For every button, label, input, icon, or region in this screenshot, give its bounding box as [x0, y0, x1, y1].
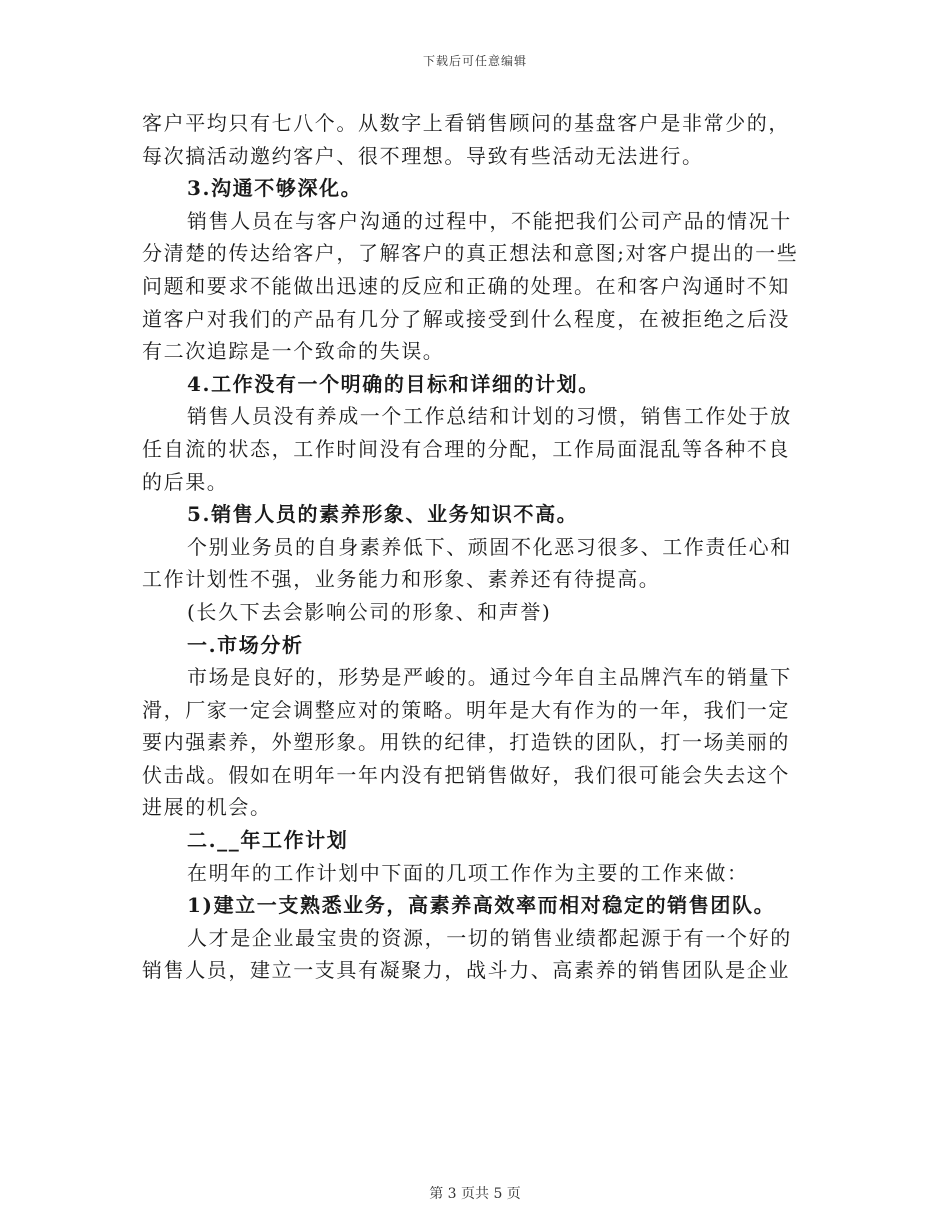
paragraph-line: 客户平均只有七八个。从数字上看销售顾问的基盘客户是非常少的，: [142, 111, 790, 135]
paragraph-line: 在明年的工作计划中下面的几项工作作为主要的工作来做：: [187, 860, 749, 885]
paragraph-line: 的后果。: [142, 469, 229, 494]
page-header: 下载后可任意编辑: [422, 54, 527, 68]
paragraph-line: 分清楚的传达给客户，了解客户的真正想法和意图;对客户提出的一些: [142, 241, 799, 266]
paragraph-line: 个别业务员的自身素养低下、顽固不化恶习很多、工作责任心和: [187, 534, 792, 559]
paragraph-line: 人才是企业最宝贵的资源，一切的销售业绩都起源于有一个好的: [187, 925, 792, 950]
paragraph-line: 任自流的状态，工作时间没有合理的分配，工作局面混乱等各种不良: [142, 436, 790, 461]
paragraph-line: (长久下去会影响公司的形象、和声誉): [187, 599, 552, 624]
paragraph-line: 每次搞活动邀约客户、很不理想。导致有些活动无法进行。: [142, 143, 704, 168]
paragraph-line: 问题和要求不能做出迅速的反应和正确的处理。在和客户沟通时不知: [142, 273, 790, 298]
paragraph-line: 伏击战。假如在明年一年内没有把销售做好，我们很可能会失去这个: [142, 762, 790, 787]
document-body: [142, 107, 810, 987]
section-heading: 3.沟通不够深化。: [187, 176, 363, 201]
paragraph-line: 要内强素养，外塑形象。用铁的纪律，打造铁的团队，打一场美丽的: [142, 730, 790, 755]
paragraph-line: 销售人员在与客户沟通的过程中，不能把我们公司产品的情况十: [187, 208, 792, 233]
section-heading: 二.__年工作计划: [187, 828, 349, 853]
paragraph-line: 道客户对我们的产品有几分了解或接受到什么程度，在被拒绝之后没: [142, 306, 790, 331]
section-heading: 4.工作没有一个明确的目标和详细的计划。: [187, 371, 600, 396]
paragraph-line: 销售人员，建立一支具有凝聚力，战斗力、高素养的销售团队是企业: [142, 958, 790, 983]
section-heading: 5.销售人员的素养形象、业务知识不高。: [187, 502, 579, 527]
paragraph-line: 市场是良好的，形势是严峻的。通过今年自主品牌汽车的销量下: [187, 665, 792, 690]
paragraph-line: 销售人员没有养成一个工作总结和计划的习惯，销售工作处于放: [187, 404, 792, 429]
page-footer: 第 3 页共 5 页: [429, 1186, 521, 1202]
paragraph-line: 进展的机会。: [142, 795, 272, 820]
section-heading: 1)建立一支熟悉业务，高素养高效率而相对稳定的销售团队。: [187, 893, 776, 918]
paragraph-line: 滑，厂家一定会调整应对的策略。明年是大有作为的一年，我们一定: [142, 697, 790, 722]
section-heading: 一.市场分析: [187, 632, 304, 657]
paragraph-line: 工作计划性不强，业务能力和形象、素养还有待提高。: [142, 567, 661, 592]
paragraph-line: 有二次追踪是一个致命的失误。: [142, 339, 445, 364]
